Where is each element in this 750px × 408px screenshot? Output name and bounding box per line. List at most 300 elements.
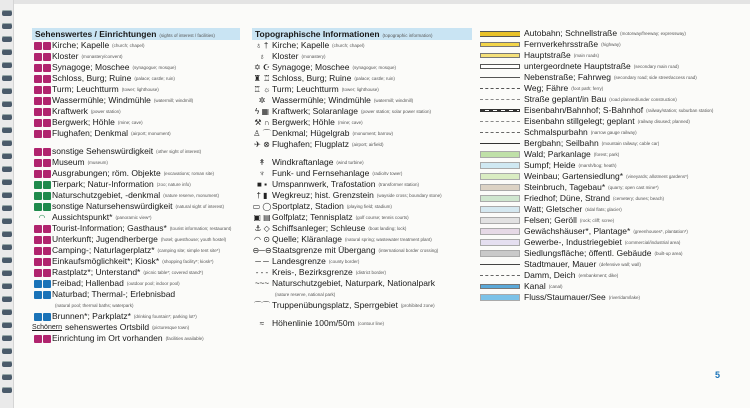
legend-symbol bbox=[32, 258, 52, 266]
legend-label: Quelle; Kläranlage bbox=[272, 234, 342, 244]
legend-symbol bbox=[476, 294, 524, 301]
legend-label: Kreis-, Bezirksgrenze bbox=[272, 267, 353, 277]
legend-symbol bbox=[32, 159, 52, 167]
legend-symbol bbox=[252, 269, 272, 277]
legend-translation: (railway/station; suburban station) bbox=[646, 108, 714, 113]
legend-translation: (motorway/freeway; expressway) bbox=[620, 31, 686, 36]
page-top-edge bbox=[14, 0, 750, 4]
legend-label: Einkaufsmöglichkeit*; Kiosk* bbox=[52, 256, 160, 266]
legend-symbol bbox=[252, 75, 272, 83]
binding-coil bbox=[2, 114, 12, 120]
map-symbol-icon bbox=[34, 75, 42, 83]
legend-row bbox=[476, 105, 744, 116]
legend-row bbox=[32, 95, 240, 106]
legend-label: Tourist-Information; Gasthaus* bbox=[52, 223, 167, 233]
topo-symbol-icon: ♆ bbox=[259, 168, 265, 178]
legend-symbol bbox=[32, 247, 52, 255]
legend-symbol bbox=[32, 170, 52, 178]
legend-row bbox=[32, 73, 240, 84]
legend-list bbox=[252, 40, 472, 329]
map-symbol-icon bbox=[34, 148, 42, 156]
line-style-icon bbox=[480, 284, 520, 289]
legend-translation: (cemetery; dunes; beach) bbox=[613, 196, 665, 201]
legend-translation: (international border crossing) bbox=[378, 248, 439, 253]
legend-translation: (shopping facility*; kiosk*) bbox=[162, 259, 214, 264]
legend-row bbox=[252, 278, 472, 289]
line-style-icon bbox=[480, 143, 520, 144]
binding-coil bbox=[2, 348, 12, 354]
panorama-icon: ◠ bbox=[38, 212, 46, 222]
map-symbol-icon bbox=[34, 247, 42, 255]
map-symbol-icon bbox=[43, 236, 51, 244]
page-number: 5 bbox=[714, 370, 720, 380]
legend-label: Eisenbahn/Bahnhof; S-Bahnhof bbox=[524, 105, 644, 115]
topo-symbol-icon: ♜ ♖ bbox=[253, 73, 271, 83]
legend-symbol bbox=[252, 141, 272, 149]
topo-symbol-icon: ⚓ ◇ bbox=[254, 223, 270, 233]
binding-coil bbox=[2, 387, 12, 393]
legend-label: untergeordnete Hauptstraße bbox=[524, 61, 631, 71]
topo-symbol-icon: ♁ bbox=[259, 51, 265, 61]
legend-row bbox=[252, 62, 472, 73]
map-symbol-icon bbox=[34, 130, 42, 138]
map-symbol-icon bbox=[34, 225, 42, 233]
legend-translation: (natural pool; thermal baths; waterpark) bbox=[55, 303, 134, 308]
legend-symbol bbox=[32, 75, 52, 83]
map-symbol-icon bbox=[43, 75, 51, 83]
legend-label: Aussichtspunkt* bbox=[52, 212, 113, 222]
legend-label: Bergwerk; Höhle bbox=[272, 117, 335, 127]
legend-symbol bbox=[32, 86, 52, 94]
legend-label: Denkmal; Hügelgrab bbox=[272, 128, 350, 138]
legend-row bbox=[252, 84, 472, 95]
legend-row bbox=[476, 72, 744, 83]
legend-label: Kanal bbox=[524, 281, 546, 291]
legend-row bbox=[476, 61, 744, 72]
legend-row bbox=[32, 234, 240, 245]
legend-symbol bbox=[32, 236, 52, 244]
legend-label: Freibad; Hallenbad bbox=[52, 278, 124, 288]
legend-label: Kloster bbox=[52, 51, 79, 61]
legend-label: Fernverkehrsstraße bbox=[524, 39, 599, 49]
legend-symbol bbox=[252, 170, 272, 178]
legend-translation: (outdoor pool; indoor pool) bbox=[126, 281, 180, 286]
legend-row bbox=[476, 83, 744, 94]
map-symbol-icon bbox=[34, 86, 42, 94]
legend-list bbox=[32, 40, 240, 344]
binding-coil bbox=[2, 36, 12, 42]
legend-label: Weinbau; Gartensiedlung* bbox=[524, 171, 624, 181]
section-title: Topographische Informationen bbox=[255, 29, 380, 39]
line-style-icon bbox=[480, 88, 520, 89]
topo-symbol-icon: ─ ─ bbox=[255, 256, 269, 266]
legend-label: Wassermühle; Windmühle bbox=[52, 95, 151, 105]
legend-translation: (canal) bbox=[548, 284, 563, 289]
map-symbol-icon bbox=[34, 97, 42, 105]
legend-symbol bbox=[32, 214, 52, 222]
legend-symbol bbox=[32, 130, 52, 138]
legend-translation: (rock; cliff; scree) bbox=[579, 218, 615, 223]
legend-symbol bbox=[476, 206, 524, 213]
legend-translation: (forest; park) bbox=[593, 152, 620, 157]
legend-label: Einrichtung im Ort vorhanden bbox=[52, 333, 163, 343]
legend-translation: (narrow gauge railway) bbox=[590, 130, 637, 135]
map-symbol-icon bbox=[34, 258, 42, 266]
legend-symbol bbox=[476, 228, 524, 235]
legend-translation: (watermill; windmill) bbox=[373, 98, 414, 103]
legend-row bbox=[476, 281, 744, 292]
line-style-icon bbox=[480, 250, 520, 257]
legend-symbol bbox=[252, 236, 272, 244]
legend-symbol bbox=[252, 302, 272, 310]
legend-label: Steinbruch, Tagebau* bbox=[524, 182, 606, 192]
legend-column-roads-areas bbox=[476, 28, 744, 303]
legend-symbol bbox=[476, 42, 524, 47]
legend-row bbox=[252, 73, 472, 84]
legend-row bbox=[476, 292, 744, 303]
legend-translation: (tourist information; restaurant) bbox=[169, 226, 232, 231]
legend-translation: (prohibited zone) bbox=[400, 303, 435, 308]
spiral-binding bbox=[0, 0, 14, 408]
legend-symbol bbox=[476, 173, 524, 180]
map-symbol-icon bbox=[43, 181, 51, 189]
map-symbol-icon bbox=[34, 159, 42, 167]
legend-translation: (synagogue; mosque) bbox=[132, 65, 177, 70]
legend-label: Flughafen; Denkmal bbox=[52, 128, 129, 138]
legend-translation: (monument; barrow) bbox=[352, 131, 393, 136]
line-style-icon bbox=[480, 228, 520, 235]
legend-translation: (river/dam/lake) bbox=[608, 295, 640, 300]
map-symbol-icon bbox=[43, 119, 51, 127]
binding-coil bbox=[2, 23, 12, 29]
legend-label: Schiffsanleger; Schleuse bbox=[272, 223, 366, 233]
legend-translation: (vineyards; allotment gardens*) bbox=[626, 174, 689, 179]
map-symbol-icon bbox=[43, 225, 51, 233]
legend-label: Wassermühle; Windmühle bbox=[272, 95, 371, 105]
legend-row bbox=[476, 28, 744, 39]
line-style-icon bbox=[480, 294, 520, 301]
legend-translation: (other sight of interest) bbox=[156, 149, 202, 154]
legend-label: Windkraftanlage bbox=[272, 157, 334, 167]
line-style-icon bbox=[480, 173, 520, 180]
binding-coil bbox=[2, 309, 12, 315]
legend-symbol bbox=[476, 77, 524, 78]
map-symbol-icon bbox=[43, 148, 51, 156]
legend-symbol bbox=[252, 119, 272, 127]
binding-coil bbox=[2, 140, 12, 146]
legend-label: Turm; Leuchtturm bbox=[52, 84, 119, 94]
legend-symbol bbox=[32, 322, 62, 333]
legend-translation: (zoo; nature info) bbox=[156, 182, 191, 187]
legend-symbol bbox=[32, 119, 52, 127]
legend-label: Sportplatz, Stadion bbox=[272, 201, 344, 211]
legend-symbol bbox=[252, 214, 272, 222]
map-symbol-icon bbox=[43, 247, 51, 255]
legend-translation: (museum) bbox=[87, 160, 108, 165]
legend-symbol bbox=[32, 203, 52, 211]
topo-symbol-icon: ↟ bbox=[258, 157, 266, 167]
legend-symbol bbox=[252, 64, 272, 72]
legend-translation: (picturesque town) bbox=[152, 325, 190, 330]
legend-label: Naturschutzgebiet, Naturpark, Nationalpark bbox=[272, 278, 435, 288]
legend-translation: (greenhouses*, plantation*) bbox=[633, 229, 688, 234]
map-symbol-icon bbox=[34, 291, 42, 299]
legend-symbol bbox=[32, 269, 52, 277]
legend-label: Wegkreuz; hist. Grenzstein bbox=[272, 190, 374, 200]
binding-coil bbox=[2, 361, 12, 367]
legend-symbol bbox=[32, 225, 52, 233]
legend-label: Hauptstraße bbox=[524, 50, 571, 60]
line-style-icon bbox=[480, 109, 520, 112]
legend-symbol bbox=[32, 53, 52, 61]
topo-symbol-icon: - - - bbox=[255, 267, 269, 277]
legend-row bbox=[32, 84, 240, 95]
map-symbol-icon bbox=[34, 203, 42, 211]
legend-translation: (natural sight of interest) bbox=[175, 204, 225, 209]
binding-coil bbox=[2, 127, 12, 133]
legend-label: Weg; Fähre bbox=[524, 83, 569, 93]
legend-translation: (camping site; simple tent site*) bbox=[157, 248, 221, 253]
map-symbol-icon bbox=[43, 335, 51, 343]
legend-row bbox=[32, 168, 240, 179]
legend-translation: (built-up area) bbox=[654, 251, 683, 256]
legend-translation: (main roads) bbox=[573, 53, 600, 58]
map-symbol-icon bbox=[34, 64, 42, 72]
legend-symbol bbox=[476, 99, 524, 100]
legend-row bbox=[32, 157, 240, 168]
line-style-icon bbox=[480, 184, 520, 191]
section-title: Sehenswertes / Einrichtungen bbox=[35, 29, 157, 39]
legend-row bbox=[252, 40, 472, 51]
map-symbol-icon bbox=[34, 170, 42, 178]
legend-row bbox=[476, 127, 744, 138]
line-style-icon bbox=[480, 217, 520, 224]
legend-symbol bbox=[252, 225, 272, 233]
legend-label: Friedhof; Düne, Strand bbox=[524, 193, 610, 203]
legend-symbol bbox=[476, 250, 524, 257]
legend-column-topographic bbox=[252, 28, 472, 329]
legend-row bbox=[252, 234, 472, 245]
legend-label: sonstige Sehenswürdigkeit bbox=[52, 146, 154, 156]
binding-coil bbox=[2, 10, 12, 16]
legend-translation: (road planned/under construction) bbox=[609, 97, 677, 102]
legend-symbol bbox=[252, 192, 272, 200]
legend-row bbox=[32, 311, 240, 322]
legend-label: Eisenbahn stillgelegt; geplant bbox=[524, 116, 635, 126]
legend-label: Nebenstraße; Fahrweg bbox=[524, 72, 611, 82]
legend-symbol bbox=[252, 247, 272, 255]
legend-row bbox=[32, 62, 240, 73]
legend-symbol bbox=[32, 64, 52, 72]
legend-symbol bbox=[32, 280, 52, 288]
map-symbol-icon bbox=[34, 236, 42, 244]
legend-symbol bbox=[32, 42, 52, 50]
legend-row bbox=[32, 106, 240, 117]
legend-translation: (church; chapel) bbox=[112, 43, 145, 48]
binding-coil bbox=[2, 231, 12, 237]
legend-label: Bergbahn; Seilbahn bbox=[524, 138, 599, 148]
line-style-icon bbox=[480, 121, 520, 122]
legend-translation: (wind turbine) bbox=[336, 160, 364, 165]
map-symbol-icon bbox=[43, 269, 51, 277]
map-symbol-icon bbox=[43, 280, 51, 288]
binding-coil bbox=[2, 205, 12, 211]
section-subtitle: (sights of interest / facilities) bbox=[159, 33, 215, 38]
binding-coil bbox=[2, 218, 12, 224]
section-header-sights bbox=[32, 28, 240, 40]
map-symbol-icon bbox=[43, 159, 51, 167]
legend-label: Rastplatz*; Unterstand* bbox=[52, 267, 141, 277]
legend-translation: (drinking fountain*; parking lot*) bbox=[133, 314, 197, 319]
legend-row bbox=[476, 237, 744, 248]
legend-translation: (monastery) bbox=[301, 54, 326, 59]
legend-row bbox=[32, 278, 240, 289]
legend-row bbox=[32, 256, 240, 267]
legend-row bbox=[252, 179, 472, 190]
legend-translation: (hotel; guesthouse; youth hostel) bbox=[160, 237, 227, 242]
legend-symbol bbox=[476, 184, 524, 191]
legend-symbol bbox=[32, 181, 52, 189]
legend-translation: (excavations; roman site) bbox=[163, 171, 214, 176]
legend-gap bbox=[252, 311, 472, 318]
legend-label: Turm; Leuchtturm bbox=[272, 84, 339, 94]
legend-label: Umspannwerk, Trafostation bbox=[272, 179, 376, 189]
legend-label: Schmalspurbahn bbox=[524, 127, 588, 137]
legend-symbol bbox=[476, 162, 524, 169]
line-style-icon bbox=[480, 99, 520, 100]
legend-translation: (commercial/industrial area) bbox=[624, 240, 681, 245]
legend-label: Wald; Parkanlage bbox=[524, 149, 591, 159]
map-symbol-icon bbox=[34, 53, 42, 61]
legend-translation: (natural spring; wastewater treatment plant) bbox=[344, 237, 432, 242]
legend-row bbox=[252, 117, 472, 128]
legend-symbol bbox=[252, 159, 272, 167]
legend-label: Unterkunft; Jugendherberge bbox=[52, 234, 158, 244]
legend-row bbox=[476, 116, 744, 127]
legend-row bbox=[476, 39, 744, 50]
binding-coil bbox=[2, 62, 12, 68]
topo-symbol-icon: ⊖─⊖ bbox=[252, 245, 272, 255]
binding-coil bbox=[2, 192, 12, 198]
binding-coil bbox=[2, 101, 12, 107]
legend-symbol bbox=[252, 108, 272, 116]
legend-symbol bbox=[476, 31, 524, 37]
legend-symbol bbox=[476, 275, 524, 276]
legend-row bbox=[32, 179, 240, 190]
legend-translation: (playing field; stadium) bbox=[346, 204, 392, 209]
topo-symbol-icon: ■ ▪ bbox=[257, 179, 267, 189]
binding-coil bbox=[2, 283, 12, 289]
legend-label: Stadtmauer, Mauer bbox=[524, 259, 597, 269]
legend-symbol bbox=[476, 264, 524, 265]
legend-translation: (transformer station) bbox=[378, 182, 419, 187]
legend-label: Synagoge; Moschee bbox=[52, 62, 130, 72]
legend-translation: (power station; solar power station) bbox=[361, 109, 432, 114]
legend-label: Tierpark; Natur-Information bbox=[52, 179, 154, 189]
legend-symbol bbox=[32, 108, 52, 116]
topo-symbol-icon: ⌒⌒ bbox=[254, 300, 270, 310]
topo-symbol-icon: ▭ ◯ bbox=[252, 201, 272, 211]
legend-label: Museum bbox=[52, 157, 85, 167]
legend-row bbox=[476, 204, 744, 215]
legend-row bbox=[32, 223, 240, 234]
binding-coil bbox=[2, 296, 12, 302]
legend-translation: (power station) bbox=[90, 109, 121, 114]
topo-symbol-icon: ♙ ⌒ bbox=[253, 128, 271, 138]
legend-symbol bbox=[476, 53, 524, 58]
map-symbol-icon bbox=[43, 64, 51, 72]
legend-translation: (palace; castle; ruin) bbox=[134, 76, 175, 81]
legend-row bbox=[476, 50, 744, 61]
legend-row bbox=[252, 168, 472, 179]
legend-column-sights bbox=[32, 28, 240, 344]
legend-label: Watt; Gletscher bbox=[524, 204, 583, 214]
legend-gap bbox=[32, 139, 240, 146]
legend-translation: (district border) bbox=[355, 270, 387, 275]
legend-translation: (mine; cave) bbox=[337, 120, 363, 125]
topo-symbol-icon: ⚒ ∩ bbox=[254, 117, 270, 127]
topo-symbol-icon: ✈ ⊗ bbox=[254, 139, 270, 149]
map-symbol-icon bbox=[43, 130, 51, 138]
legend-label: Camping-; Naturlagerplatz* bbox=[52, 245, 155, 255]
map-symbol-icon bbox=[43, 192, 51, 200]
legend-row bbox=[252, 201, 472, 212]
legend-label: Schloss, Burg; Ruine bbox=[272, 73, 352, 83]
legend-translation: (quarry; open cast mine*) bbox=[608, 185, 659, 190]
legend-label: Brunnen*; Parkplatz* bbox=[52, 311, 131, 321]
legend-symbol bbox=[476, 195, 524, 202]
legend-row bbox=[476, 182, 744, 193]
line-style-icon bbox=[480, 53, 520, 58]
legend-row bbox=[32, 212, 240, 223]
binding-coil bbox=[2, 166, 12, 172]
topo-symbol-icon: ▣ ▤ bbox=[253, 212, 271, 222]
map-symbol-icon bbox=[34, 335, 42, 343]
topo-symbol-icon: ✲ bbox=[258, 95, 266, 105]
legend-translation: (palace; castle; ruin) bbox=[354, 76, 395, 81]
map-symbol-icon bbox=[43, 258, 51, 266]
legend-translation: (watermill; windmill) bbox=[153, 98, 194, 103]
legend-translation: (county border) bbox=[328, 259, 360, 264]
legend-row bbox=[252, 318, 472, 329]
topo-symbol-icon: ♁ † bbox=[255, 40, 269, 50]
legend-translation: (golf course; tennis courts) bbox=[355, 215, 409, 220]
legend-symbol bbox=[252, 42, 272, 50]
legend-label: sonstige Natursehenswürdigkeit bbox=[52, 201, 173, 211]
binding-coil bbox=[2, 179, 12, 185]
legend-translation: (embankment; dike) bbox=[578, 273, 619, 278]
legend-symbol bbox=[252, 280, 272, 288]
topo-symbol-icon: † ▮ bbox=[256, 190, 268, 200]
legend-symbol bbox=[476, 284, 524, 289]
legend-symbol bbox=[32, 335, 52, 343]
map-symbol-icon bbox=[34, 313, 42, 321]
legend-translation: (boat landing; lock) bbox=[368, 226, 407, 231]
binding-coil bbox=[2, 153, 12, 159]
line-style-icon bbox=[480, 206, 520, 213]
town-name-sample: Schönern bbox=[32, 324, 62, 331]
legend-label: sehenswertes Ortsbild bbox=[64, 322, 150, 332]
legend-translation: (monastery/convent) bbox=[81, 54, 123, 59]
legend-symbol bbox=[252, 86, 272, 94]
binding-coil bbox=[2, 49, 12, 55]
legend-label: Gewerbe-, Industriegebiet bbox=[524, 237, 622, 247]
legend-row bbox=[476, 171, 744, 182]
legend-row bbox=[252, 190, 472, 201]
legend-label: Naturschutzgebiet, -denkmal bbox=[52, 190, 161, 200]
legend-label: Siedlungsfläche; öffentl. Gebäude bbox=[524, 248, 652, 258]
topo-symbol-icon: ✡ ☪ bbox=[253, 62, 271, 72]
